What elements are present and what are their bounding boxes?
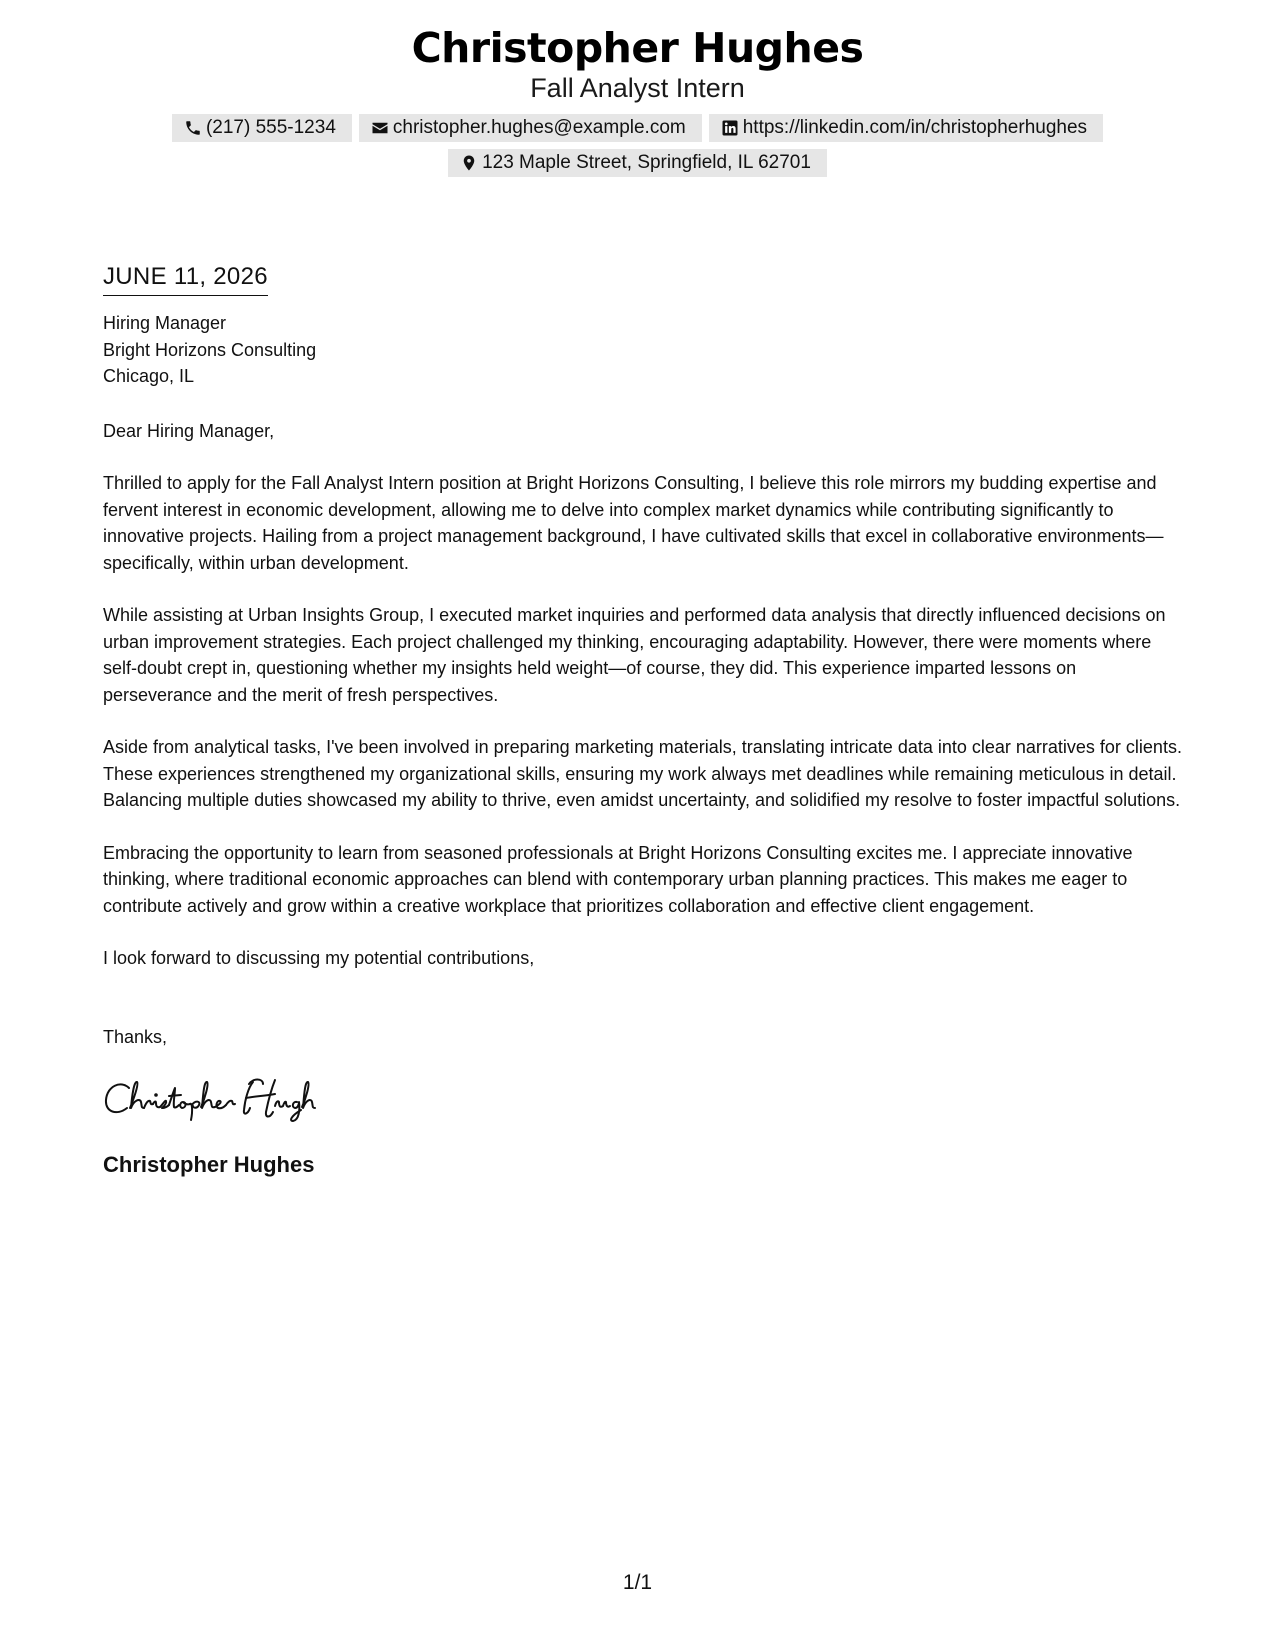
body-paragraph: Embracing the opportunity to learn from seasoned professionals at Bright Horizons Consulting excites me. I appreciate innovative thinking, where traditional economic approaches can blend with contemporary urban planning practices. This makes me eager to contribute actively and grow within a creative workplace that prioritizes collaboration and effective client engagement. [103,842,1133,916]
salutation: Dear Hiring Manager, [103,420,275,441]
map-pin-icon [460,154,478,172]
applied-position-title: Fall Analyst Intern [530,73,745,103]
body-paragraph: Thrilled to apply for the Fall Analyst Intern position at Bright Horizons Consulting, I believe this role mirrors my budding expertise and fervent interest in economic development, allowing me to delve into complex market dynamics while contributing significantly to innovative projects. Hailing from a project management background, I have cultivated skills that excel in collaborative environments—specifically, within urban development. [103,473,1164,573]
phone-icon [184,119,202,137]
recipient-block [103,310,1183,390]
closing-line: I look forward to discussing my potential contributions, [103,948,535,968]
applicant-name: Christopher Hughes [411,24,864,72]
recipient-location: Chicago, IL [103,366,195,386]
phone-text: (217) 555-1234 [205,117,336,138]
recipient-company: Bright Horizons Consulting [103,339,317,360]
email-text: christopher.hughes@example.com [392,117,686,138]
linkedin-icon [721,119,739,137]
letter-body [103,260,1183,1180]
letter-header [0,22,1275,177]
recipient-title: Hiring Manager [103,313,227,333]
linkedin-contact [709,114,1103,142]
address-text: 123 Maple Street, Springfield, IL 62701 [482,152,811,173]
letter-date: JUNE 11, 2026 [103,260,268,296]
handwritten-signature [103,1074,365,1124]
envelope-icon [371,119,389,137]
email-contact [359,114,702,142]
signoff: Thanks, [103,1026,168,1047]
body-paragraph: Aside from analytical tasks, I've been involved in preparing marketing materials, translating intricate data into clear narratives for clients. These experiences strengthened my organizational skills, ensuring my work always met deadlines while remaining meticulous in detail. Balancing multiple duties showcased my ability to thrive, even amidst uncertainty, and solidified my resolve to foster impactful solutions. [103,737,1182,810]
address-contact [448,149,827,177]
linkedin-text: https://linkedin.com/in/christopherhughes [742,117,1088,138]
signer-name: Christopher Hughes [103,1152,315,1177]
address-row [0,149,1275,177]
phone-contact [172,114,352,142]
page-number: 1/1 [622,1571,653,1594]
contact-row [0,114,1275,142]
body-paragraph: While assisting at Urban Insights Group, I executed market inquiries and performed data analysis that directly influenced decisions on urban improvement strategies. Each project challenged my thinking, encouraging adaptability. However, there were moments where self-doubt crept in, questioning whether my insights held weight—of course, they did. This experience imparted lessons on perseverance and the merit of fresh perspectives. [103,605,1166,705]
